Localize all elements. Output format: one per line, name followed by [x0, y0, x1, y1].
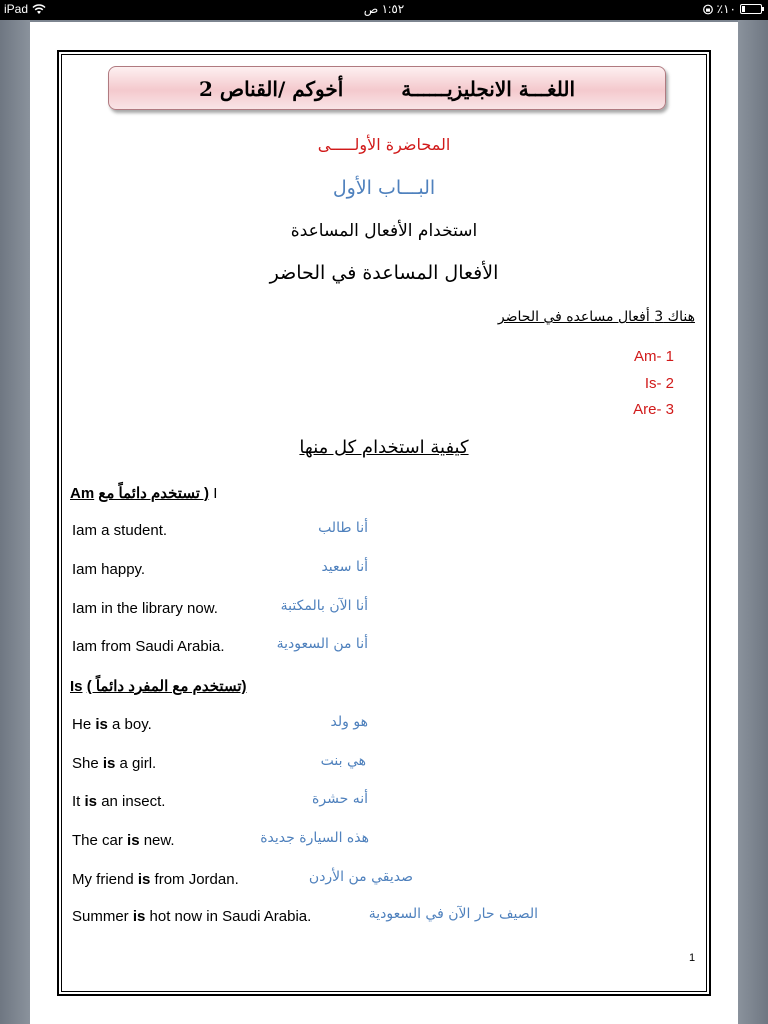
header-banner	[108, 66, 666, 110]
document-page[interactable]	[30, 22, 738, 1024]
subtopic-title: الأفعال المساعدة في الحاضر	[269, 262, 499, 284]
example-en: Iam a student.	[72, 522, 168, 539]
aux-list-item: Are- 3	[633, 401, 674, 418]
status-right	[703, 2, 762, 16]
example-ar: هذه السيارة جديدة	[260, 830, 369, 846]
example-en: It is an insect.	[72, 793, 166, 810]
example-ar: أنا الآن بالمكتبة	[280, 598, 368, 614]
example-en: Iam in the library now.	[72, 600, 218, 617]
example-ar: الصيف حار الآن في السعودية	[368, 906, 538, 922]
chapter-title: البـــاب الأول	[332, 177, 436, 199]
battery-percent: ٪١٠	[716, 2, 736, 16]
usage-heading-text: كيفية استخدام كل منها	[299, 437, 469, 458]
page-number: 1	[689, 952, 696, 964]
example-ar: أنا سعيد	[321, 559, 368, 575]
lecture-title: المحاضرة الأولـــــى	[317, 135, 451, 154]
example-en: Iam from Saudi Arabia.	[72, 638, 225, 655]
viewer-left-margin	[0, 20, 30, 1024]
heading-is-en: Is	[70, 678, 83, 695]
example-ar: أنا طالب	[318, 520, 368, 536]
example-en: He is a boy.	[72, 716, 152, 733]
aux-list-item: Is- 2	[644, 375, 674, 392]
status-bar	[0, 0, 768, 20]
section-heading-am	[70, 484, 217, 502]
rotation-lock-icon	[703, 4, 713, 15]
banner-subject: اللغـــة الانجليزيــــــة	[401, 77, 575, 101]
viewer-right-margin	[738, 20, 768, 1024]
example-ar: هي بنت	[320, 753, 366, 769]
example-en: Summer is hot now in Saudi Arabia.	[72, 908, 312, 925]
example-ar: صديقي من الأردن	[308, 869, 413, 885]
example-ar: أنا من السعودية	[276, 636, 368, 652]
status-time: ١:٥٢ ص	[363, 2, 405, 16]
example-en: My friend is from Jordan.	[72, 871, 239, 888]
banner-author: أخوكم /القناص 2	[199, 77, 344, 101]
section-heading-is	[70, 677, 247, 695]
heading-am-en: Am	[70, 485, 95, 502]
topic-title: استخدام الأفعال المساعدة	[290, 221, 478, 241]
heading-is-ar: (تستخدم مع المفرد دائماً )	[86, 678, 247, 695]
battery-icon	[740, 4, 762, 14]
example-ar: هو ولد	[330, 714, 368, 730]
heading-am-ar: ( تستخدم دائماً مع	[98, 485, 210, 502]
example-en: The car is new.	[72, 832, 175, 849]
usage-heading	[30, 437, 738, 458]
intro-text: هناك 3 أفعال مساعده في الحاضر	[497, 309, 695, 325]
example-en: Iam happy.	[72, 561, 146, 578]
heading-am-prefix: I	[213, 485, 218, 502]
device-name: iPad	[4, 2, 29, 16]
example-ar: أنه حشرة	[312, 791, 368, 807]
aux-list-item: Am- 1	[633, 348, 674, 365]
example-en: She is a girl.	[72, 755, 157, 772]
